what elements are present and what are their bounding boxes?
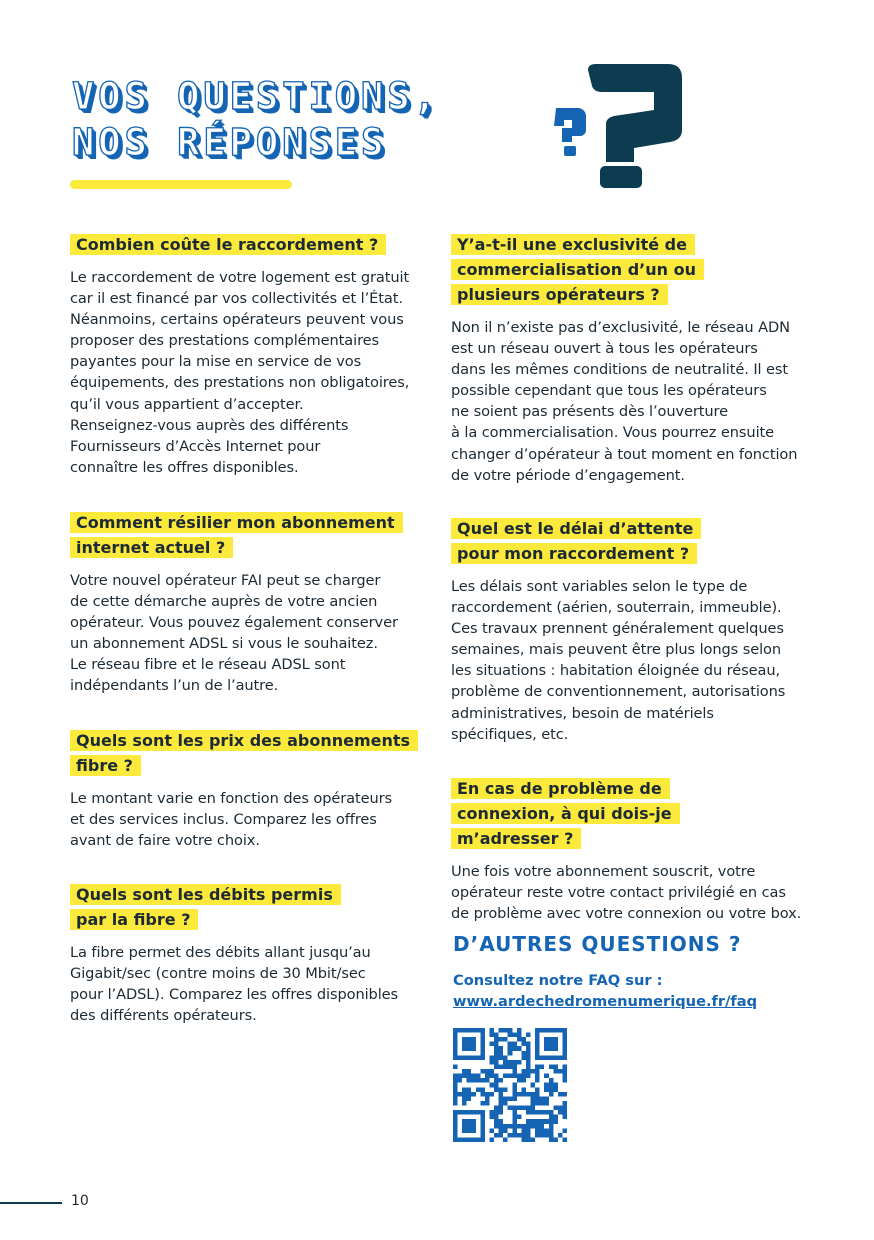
question-text: En cas de problème de connexion, à qui dois-je m’adresser ?: [451, 778, 680, 849]
faq-question: [451, 232, 741, 307]
title-underline: [70, 180, 292, 189]
faq-question: [70, 510, 400, 560]
faq-question: [451, 776, 761, 851]
faq-item-delay: [451, 516, 786, 745]
faq-item-speeds: [70, 882, 399, 1026]
faq-item-cost: [70, 232, 430, 478]
question-text: Comment résilier mon abonnement internet actuel ?: [70, 512, 403, 558]
page-number: 10: [71, 1193, 89, 1209]
faq-link[interactable]: www.ardechedromenumerique.fr/faq: [453, 993, 758, 1010]
faq-question: [70, 882, 340, 932]
faq-item-exclusivity: [451, 232, 798, 486]
faq-question: [70, 728, 415, 778]
faq-item-connection-issue: [451, 776, 802, 924]
title-line-1: VOS QUESTIONS,: [72, 75, 440, 118]
faq-answer: Une fois votre abonnement souscrit, votre opérateur reste votre contact privilégié en cas de problème avec votre connexion ou votre box.: [451, 863, 802, 923]
faq-answer: Le montant varie en fonction des opérateurs et des services inclus. Comparez les offres avant de faire votre choix.: [70, 790, 393, 850]
other-questions-heading: D’AUTRES QUESTIONS ?: [453, 932, 742, 956]
faq-answer: Non il n’existe pas d’exclusivité, le réseau ADN est un réseau ouvert à tous les opérateurs dans les mêmes conditions de neutralité. Il est possible cependant que tous les opérateurs ne soient pas présents dès l’ouverture à la commercialisation. Vous pourrez ensuite changer d’opérateur à tout moment en fonction de votre période d’engagement.: [451, 319, 798, 484]
question-text: Quels sont les débits permis par la fibre ?: [70, 884, 341, 930]
consult-text: Consultez notre FAQ sur :: [453, 972, 663, 989]
question-text: Quel est le délai d’attente pour mon raccordement ?: [451, 518, 701, 564]
large-question-mark-icon: [588, 64, 682, 188]
faq-answer: Les délais sont variables selon le type de raccordement (aérien, souterrain, immeuble). Ces travaux prennent généralement quelques semaines, mais peuvent être plus longs selon les situations : habitation éloignée du réseau, problème de conventionnement, autorisations administratives, besoin de matériels spécifiques, etc.: [451, 578, 786, 743]
faq-answer: La fibre permet des débits allant jusqu’au Gigabit/sec (contre moins de 30 Mbit/sec pour l’ADSL). Comparez les offres disponibles des différents opérateurs.: [70, 944, 399, 1025]
faq-item-prices: [70, 728, 415, 851]
page-title: [72, 74, 440, 166]
title-line-2: NOS RÉPONSES: [72, 121, 388, 164]
footer-rule: [0, 1202, 62, 1204]
faq-answer: Le raccordement de votre logement est gratuit car il est financé par vos collectivités et l’État. Néanmoins, certains opérateurs peuvent vous proposer des prestations complémentaires payantes pour la mise en service de vos équipements, des prestations non obligatoires, qu’il vous appartient d’accepter. Renseignez-vous auprès des différents Fournisseurs d’Accès Internet pour connaître les offres disponibles.: [70, 269, 410, 476]
question-text: Quels sont les prix des abonnements fibre ?: [70, 730, 418, 776]
faq-consult: [453, 970, 757, 1012]
question-marks-icon: [548, 60, 698, 195]
qr-code[interactable]: [453, 1028, 567, 1142]
small-question-mark-icon: [554, 108, 586, 156]
faq-question: [70, 232, 430, 257]
faq-question: [451, 516, 701, 566]
faq-answer: Votre nouvel opérateur FAI peut se charger de cette démarche auprès de votre ancien opérateur. Vous pouvez également conserver un abonnement ADSL si vous le souhaitez. Le réseau fibre et le réseau ADSL sont indépendants l’un de l’autre.: [70, 572, 398, 695]
faq-item-cancel: [70, 510, 400, 697]
question-text: Y’a-t-il une exclusivité de commercialisation d’un ou plusieurs opérateurs ?: [451, 234, 704, 305]
question-text: Combien coûte le raccordement ?: [70, 234, 386, 255]
